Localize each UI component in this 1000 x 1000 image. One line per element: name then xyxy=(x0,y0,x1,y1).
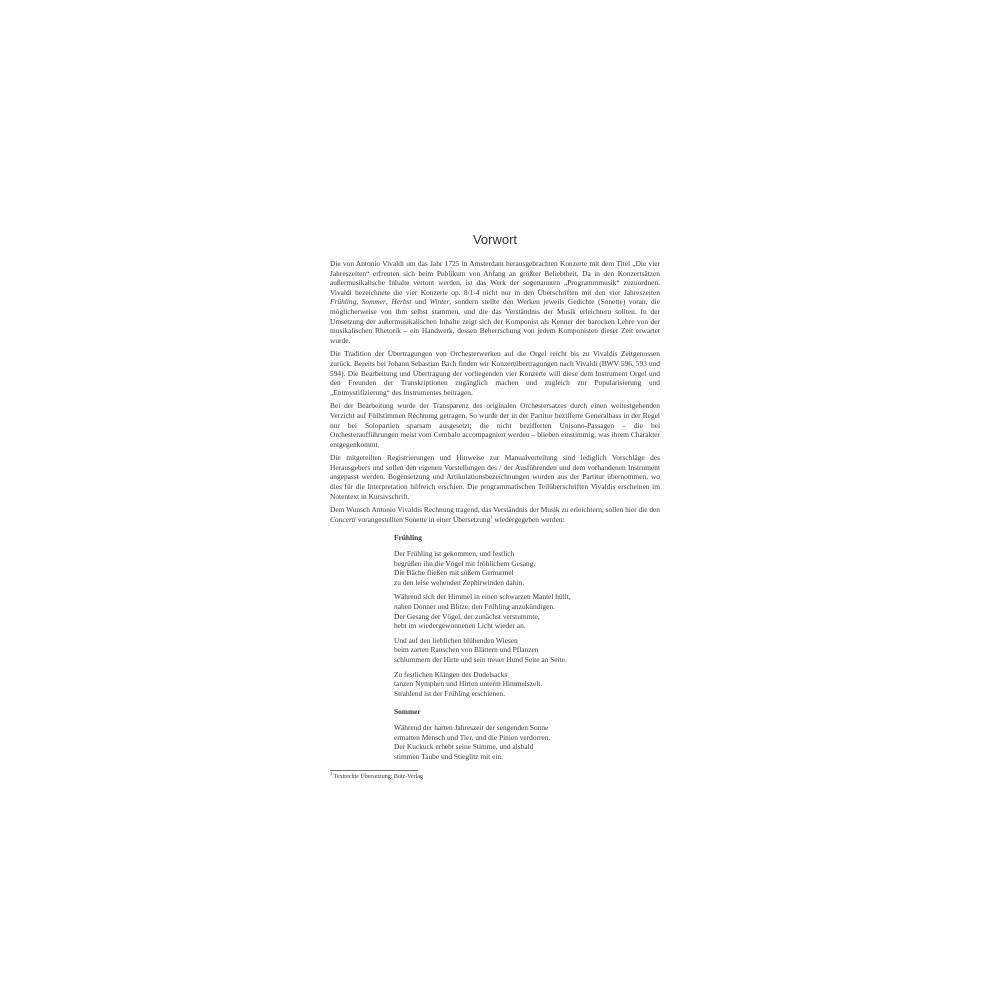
sonnet-stanza xyxy=(394,549,660,587)
footnote-text: Textrechte Übersetzung: Butz-Verlag xyxy=(333,774,423,781)
sonnet-line: Zu festlichen Klängen des Dudelsacks xyxy=(394,669,508,679)
preface-page xyxy=(330,232,660,781)
season-name-italic: Sommer xyxy=(361,297,386,307)
sonnet-line: tanzen Nymphen und Hirten unterm Himmelszelt. xyxy=(394,679,543,689)
sonnet-stanza xyxy=(394,636,660,665)
sonnets-section xyxy=(394,533,660,761)
sonnet-line: ermatten Mensch und Tier, und die Pinien verdorren. xyxy=(394,732,551,742)
sonnet-stanza xyxy=(394,723,660,761)
sonnet-line: Und auf den lieblichen blühenden Wiesen xyxy=(394,635,518,645)
sonnet-line: Strahlend ist der Frühling erschienen. xyxy=(394,688,506,698)
sonnet-line: beim zarten Rauschen von Blättern und Pflanzen xyxy=(394,645,539,655)
paragraph-5-text-c: wiedergegeben werden: xyxy=(492,514,565,524)
paragraph-5-italic: Concerti xyxy=(330,514,356,524)
sonnet-line: stimmen Taube und Stieglitz mit ein. xyxy=(394,751,503,761)
sonnet-line: schlummern der Hirte und sein treuer Hund Seite an Seite. xyxy=(394,654,567,664)
footnote-divider xyxy=(330,770,418,771)
season-name-italic: Winter xyxy=(429,297,450,307)
paragraph-1: Die von Antonio Vivaldi um das Jahr 1725 in Amsterdam herausgebrachten Konzerte mit dem Titel „Die vier Jahreszeiten“ erfreuten sich beim Publikum von Anfang an größter Beliebtheit. Da in den Konzertsätzen außermusikalische Inhalte vertont werden, ist das Werk der sogenannten „Programmmusik“ zuzuordnen. Vivaldi bezeichnete die vier Konzerte op. 8/1-4 nicht nur in den Überschriften mit den vier Jahreszeiten Frühling, Sommer, Herbst und Winter, sondern stellte den Werken jeweils Gedichte (Sonette) voran, die möglicherweise von ihm selbst stammen, und die das Verständnis der Musik erleichtern sollten. In der Umsetzung der außermusikalischen Inhalte zeigt sich der Komponist als Kenner der barocken Lehre von der musikalischen Rhetorik – ein Handwerk, dessen Beherrschung von jedem Komponisten dieser Zeit erwartet wurde. xyxy=(330,259,660,345)
paragraph-2: Die Tradition der Übertragungen von Orchesterwerken auf die Orgel reicht bis zu Vivaldis Zeitgenossen zurück. Bereits bei Johann Sebastian Bach finden wir Konzertübertragungen nach Vivaldi (BWV 596, 593 und 594). Die Bearbeitung und Übertragung der vorliegenden vier Konzerte will diese dem Instrument Orgel und den Freunden der Transkriptionen zugänglich machen und zugleich zur Popularisierung und „Entmystifizierung“ des Instrumentes beitragen. xyxy=(330,349,660,397)
footnote xyxy=(330,773,660,781)
sonnet-title: Frühling xyxy=(394,533,422,543)
paragraph-5-text-a: Dem Wunsch Antonio Vivaldis Rechnung tragend, das Verständnis der Musik zu erleichtern, sollen hier die den xyxy=(330,505,660,515)
paragraph-5-text-b: vorangestellten Sonette in einer Übersetzung xyxy=(355,514,491,524)
sonnet-line: begrüßen ihn die Vögel mit fröhlichem Gesang. xyxy=(394,558,536,568)
footnote-reference: 1 xyxy=(490,514,493,520)
sonnet-line: Der Gesang der Vögel, der zunächst verstummte, xyxy=(394,611,540,621)
preface-title: Vorwort xyxy=(472,232,518,247)
paragraph-5 xyxy=(330,505,660,524)
paragraph-4: Die mitgeteilten Registrierungen und Hinweise zur Manualverteilung sind lediglich Vorschläge des Herausgebers und sollen den eigenen Vorstellungen des / der Ausführenden und dem vorhandenen Instrument angepasst werden. Bogensetzung und Artikulationsbezeichnungen wurden aus der Partitur übernommen, wo dies für die Interpretation hilfreich erschien. Die programmatischen Teilüberschriften Vivaldis erscheinen im Notentext in Kursivschrift. xyxy=(330,453,660,501)
sonnet-line: Der Kuckuck erhebt seine Stimme, und alsbald xyxy=(394,742,534,752)
sonnet-line: Während der harten Jahreszeit der sengenden Sonne xyxy=(394,722,549,732)
sonnet-title: Sommer xyxy=(394,707,421,717)
sonnet-line: Der Frühling ist gekommen, und festlich xyxy=(394,549,515,559)
sonnet-line: Die Bäche fließen mit süßem Gemurmel xyxy=(394,568,514,578)
season-name-italic: Herbst xyxy=(391,297,412,307)
sonnet-line: hebt im wiedergewonnenen Licht wieder an. xyxy=(394,621,526,631)
sonnet-stanza xyxy=(394,592,660,630)
paragraph-3: Bei der Bearbeitung wurde der Transparenz des originalen Orchestersatzes durch einen weitestgehenden Verzicht auf Füllstimmen Rechnung getragen. So wurde der in der Partitur bezifferte Generalbass in der Regel nur bei Solopartien sparsam ausgesetzt; die nicht bezifferten Unisono-Passagen – die bei Orchesteraufführungen meist vom Cembalo accompagniert werden – blieben einstimmig, was ihrem Charakter entgegenkommt. xyxy=(330,401,660,449)
sonnet-block xyxy=(394,707,660,761)
footnote-number: 1 xyxy=(330,771,333,777)
sonnet-line: nahen Donner und Blitze, den Frühling anzukündigen. xyxy=(394,602,555,611)
sonnet-stanza xyxy=(394,670,660,699)
sonnet-block xyxy=(394,533,660,698)
season-name-italic: Frühling xyxy=(330,297,357,307)
sonnet-line: zu den leise wehenden Zephirwinden dahin. xyxy=(394,577,525,587)
sonnet-line: Während sich der Himmel in einen schwarzen Mantel hüllt, xyxy=(394,592,571,602)
